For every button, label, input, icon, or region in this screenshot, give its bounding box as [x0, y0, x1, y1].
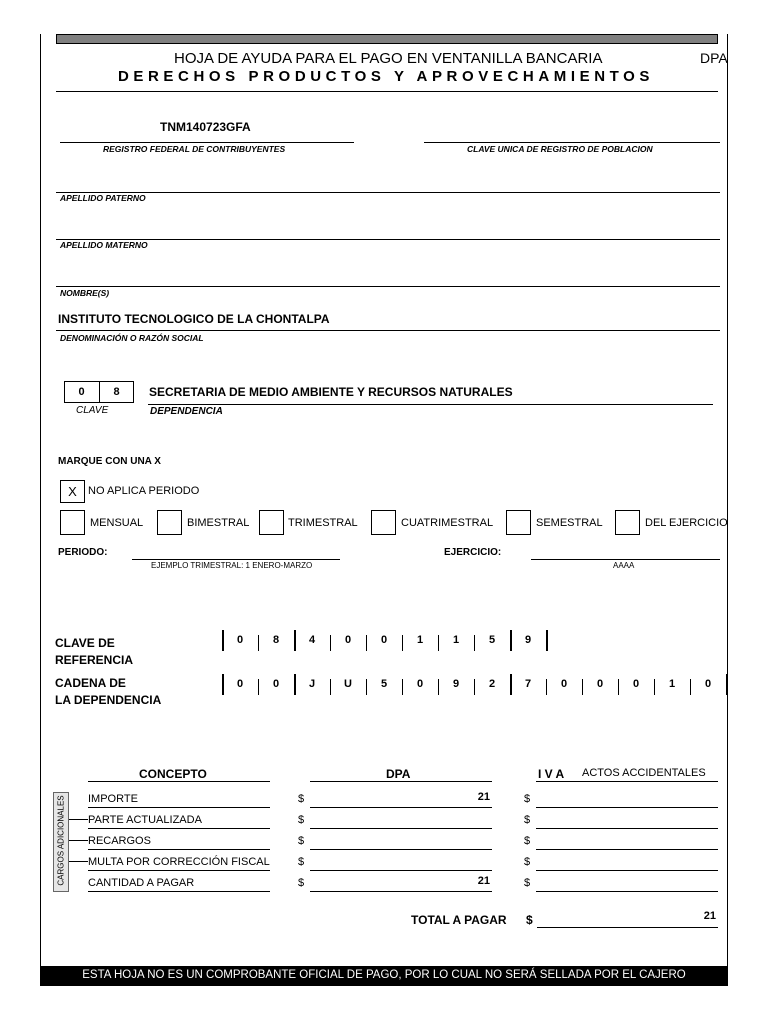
periodo-line[interactable] [132, 559, 340, 560]
clave-referencia-separator [330, 635, 331, 651]
rfc-value: TNM140723GFA [160, 120, 251, 134]
cadena-dependencia-separator [510, 674, 512, 695]
cargo-connector [69, 840, 88, 841]
cadena-dependencia-digit: 7 [524, 678, 532, 690]
dpa-currency: $ [298, 793, 305, 805]
cadena-dependencia-separator [618, 679, 619, 695]
clave-referencia-separator [438, 635, 439, 651]
iva-currency: $ [524, 793, 531, 805]
cadena-dependencia-label [55, 675, 161, 709]
concept-label: MULTA POR CORRECCIÓN FISCAL [88, 856, 270, 868]
concept-label: PARTE ACTUALIZADA [88, 814, 202, 826]
cadena-dependencia-digit: 5 [380, 678, 388, 690]
concept-label: CANTIDAD A PAGAR [88, 877, 195, 889]
razon-social-line [56, 330, 720, 331]
footer-notice: ESTA HOJA NO ES UN COMPROBANTE OFICIAL DE PAGO, POR LO CUAL NO SERÁ SELLADA POR EL CAJERO [82, 969, 686, 981]
actos-accidentales-header: ACTOS ACCIDENTALES [582, 767, 706, 779]
clave-referencia-label-line2: REFERENCIA [55, 653, 134, 667]
clave-referencia-digit: 0 [344, 634, 352, 646]
cadena-dependencia-separator [222, 674, 224, 695]
cadena-dependencia-label-line1: CADENA DE [55, 676, 126, 690]
clave-referencia-digit: 9 [524, 634, 532, 646]
cadena-dependencia-separator [690, 679, 691, 695]
cadena-dependencia-digit: J [308, 678, 316, 690]
concept-label-line [88, 835, 270, 850]
clave-referencia-label [55, 635, 133, 669]
periodo-hint: EJEMPLO TRIMESTRAL: 1 ENERO-MARZO [151, 561, 313, 570]
form-subtitle: DERECHOS PRODUCTOS Y APROVECHAMIENTOS [117, 68, 655, 85]
cadena-dependencia-digit: 0 [596, 678, 604, 690]
dpa-amount-line[interactable] [310, 814, 492, 829]
concepto-header-line [88, 781, 270, 782]
dependencia-name: SECRETARIA DE MEDIO AMBIENTE Y RECURSOS NATURALES [149, 385, 513, 399]
clave-referencia-separator [474, 635, 475, 651]
iva-currency: $ [524, 877, 531, 889]
cadena-dependencia-digit: 0 [416, 678, 424, 690]
total-label: TOTAL A PAGAR [411, 913, 507, 927]
header-rule [56, 91, 718, 92]
rfc-label: REGISTRO FEDERAL DE CONTRIBUYENTES [103, 144, 286, 154]
dpa-currency: $ [298, 814, 305, 826]
no-aplica-mark: X [68, 484, 77, 499]
del-ejercicio-label: DEL EJERCICIO [645, 517, 728, 529]
clave-referencia-separator [510, 630, 512, 651]
clave-referencia-separator [366, 635, 367, 651]
apellido-paterno-line [56, 192, 720, 193]
cadena-dependencia-digit: 0 [704, 678, 712, 690]
dpa-currency: $ [298, 877, 305, 889]
dpa-header-line [310, 781, 492, 782]
cadena-dependencia-separator [582, 679, 583, 695]
marque-instruction: MARQUE CON UNA X [58, 456, 161, 467]
top-bar [56, 34, 718, 44]
concept-label-line [88, 793, 270, 808]
clave-referencia-separator [258, 635, 259, 651]
clave-referencia-digit: 1 [452, 634, 460, 646]
razon-social-label: DENOMINACIÓN O RAZÓN SOCIAL [60, 333, 204, 343]
concept-label-line [88, 856, 270, 871]
cargo-connector [69, 861, 88, 862]
ejercicio-line[interactable] [531, 559, 720, 560]
dpa-amount: 21 [477, 875, 490, 887]
dpa-currency: $ [298, 856, 305, 868]
cargos-adicionales-label: CARGOS ADICIONALES [56, 795, 66, 886]
nombre-label: NOMBRE(S) [60, 288, 110, 298]
clave-referencia-label-line1: CLAVE DE [55, 636, 115, 650]
cadena-dependencia-separator [258, 679, 259, 695]
iva-amount-line[interactable] [536, 877, 718, 892]
concept-label-line [88, 814, 270, 829]
apellido-materno-line [56, 239, 720, 240]
no-aplica-label: NO APLICA PERIODO [88, 485, 200, 497]
dpa-currency: $ [298, 835, 305, 847]
concepto-header: CONCEPTO [139, 767, 207, 781]
clave-referencia-digit: 8 [272, 634, 280, 646]
semestral-label: SEMESTRAL [536, 517, 603, 529]
clave-referencia-separator [402, 635, 403, 651]
del-ejercicio-checkbox[interactable] [615, 510, 640, 535]
clave-referencia-digit: 0 [380, 634, 388, 646]
cadena-dependencia-digit: 2 [488, 678, 496, 690]
trimestral-checkbox[interactable] [259, 510, 284, 535]
bimestral-label: BIMESTRAL [187, 517, 250, 529]
cadena-dependencia-separator [438, 679, 439, 695]
cadena-dependencia-separator [726, 674, 728, 695]
cadena-dependencia-separator [654, 679, 655, 695]
cadena-dependencia-separator [402, 679, 403, 695]
form-title: HOJA DE AYUDA PARA EL PAGO EN VENTANILLA BANCARIA [174, 50, 603, 67]
total-value: 21 [703, 910, 716, 922]
iva-amount-line[interactable] [536, 835, 718, 850]
nombre-line [56, 286, 720, 287]
razon-social-value: INSTITUTO TECNOLOGICO DE LA CHONTALPA [58, 312, 330, 326]
clave-label: CLAVE [76, 405, 109, 416]
ejercicio-label: EJERCICIO: [444, 547, 502, 558]
curp-label: CLAVE UNICA DE REGISTRO DE POBLACION [467, 144, 653, 154]
trimestral-label: TRIMESTRAL [288, 517, 358, 529]
semestral-checkbox[interactable] [506, 510, 531, 535]
iva-header-line [536, 781, 718, 782]
cadena-dependencia-separator [366, 679, 367, 695]
cadena-dependencia-separator [546, 679, 547, 695]
cadena-dependencia-digit: 0 [560, 678, 568, 690]
iva-currency: $ [524, 835, 531, 847]
cadena-dependencia-separator [330, 679, 331, 695]
clave-referencia-digit: 0 [236, 634, 244, 646]
cadena-dependencia-digit: 0 [236, 678, 244, 690]
iva-currency: $ [524, 814, 531, 826]
cuatrimestral-checkbox[interactable] [371, 510, 396, 535]
dpa-amount: 21 [477, 791, 490, 803]
iva-amount-line[interactable] [536, 856, 718, 871]
concept-label-line [88, 877, 270, 892]
dependencia-line [148, 404, 713, 405]
dependencia-label: DEPENDENCIA [150, 406, 223, 417]
cuatrimestral-label: CUATRIMESTRAL [401, 517, 494, 529]
no-aplica-checkbox[interactable] [60, 480, 85, 503]
clave-referencia-digit: 4 [308, 634, 316, 646]
cadena-dependencia-digit: 0 [272, 678, 280, 690]
dpa-amount-line[interactable] [310, 856, 492, 871]
cadena-dependencia-digit: U [344, 678, 352, 690]
cadena-dependencia-separator [294, 674, 296, 695]
iva-currency: $ [524, 856, 531, 868]
dpa-amount-line[interactable] [310, 835, 492, 850]
cadena-dependencia-label-line2: LA DEPENDENCIA [55, 693, 162, 707]
iva-amount-line[interactable] [536, 793, 718, 808]
clave-referencia-separator [546, 630, 548, 651]
clave-dependencia-digit: 0 [78, 386, 85, 398]
apellido-paterno-label: APELLIDO PATERNO [60, 193, 146, 203]
clave-referencia-separator [222, 630, 224, 651]
clave-referencia-digit: 1 [416, 634, 424, 646]
iva-amount-line[interactable] [536, 814, 718, 829]
clave-referencia-digit: 5 [488, 634, 496, 646]
mensual-label: MENSUAL [90, 517, 144, 529]
cadena-dependencia-digit: 9 [452, 678, 460, 690]
cargo-connector [69, 819, 88, 820]
cadena-dependencia-separator [474, 679, 475, 695]
cadena-dependencia-digit: 0 [632, 678, 640, 690]
form-badge: DPA [700, 50, 728, 66]
apellido-materno-label: APELLIDO MATERNO [60, 240, 148, 250]
clave-dependencia-digit: 8 [113, 386, 120, 398]
total-currency: $ [526, 913, 533, 927]
clave-referencia-separator [294, 630, 296, 651]
dpa-header: DPA [386, 767, 411, 781]
rfc-line [60, 142, 354, 143]
concept-label: IMPORTE [88, 793, 138, 805]
mensual-checkbox[interactable] [60, 510, 85, 535]
periodo-label: PERIODO: [58, 547, 108, 558]
curp-line [424, 142, 720, 143]
iva-header: I V A [538, 767, 565, 781]
cadena-dependencia-digit: 1 [668, 678, 676, 690]
ejercicio-hint: AAAA [613, 561, 635, 570]
concept-label: RECARGOS [88, 835, 151, 847]
bimestral-checkbox[interactable] [157, 510, 182, 535]
